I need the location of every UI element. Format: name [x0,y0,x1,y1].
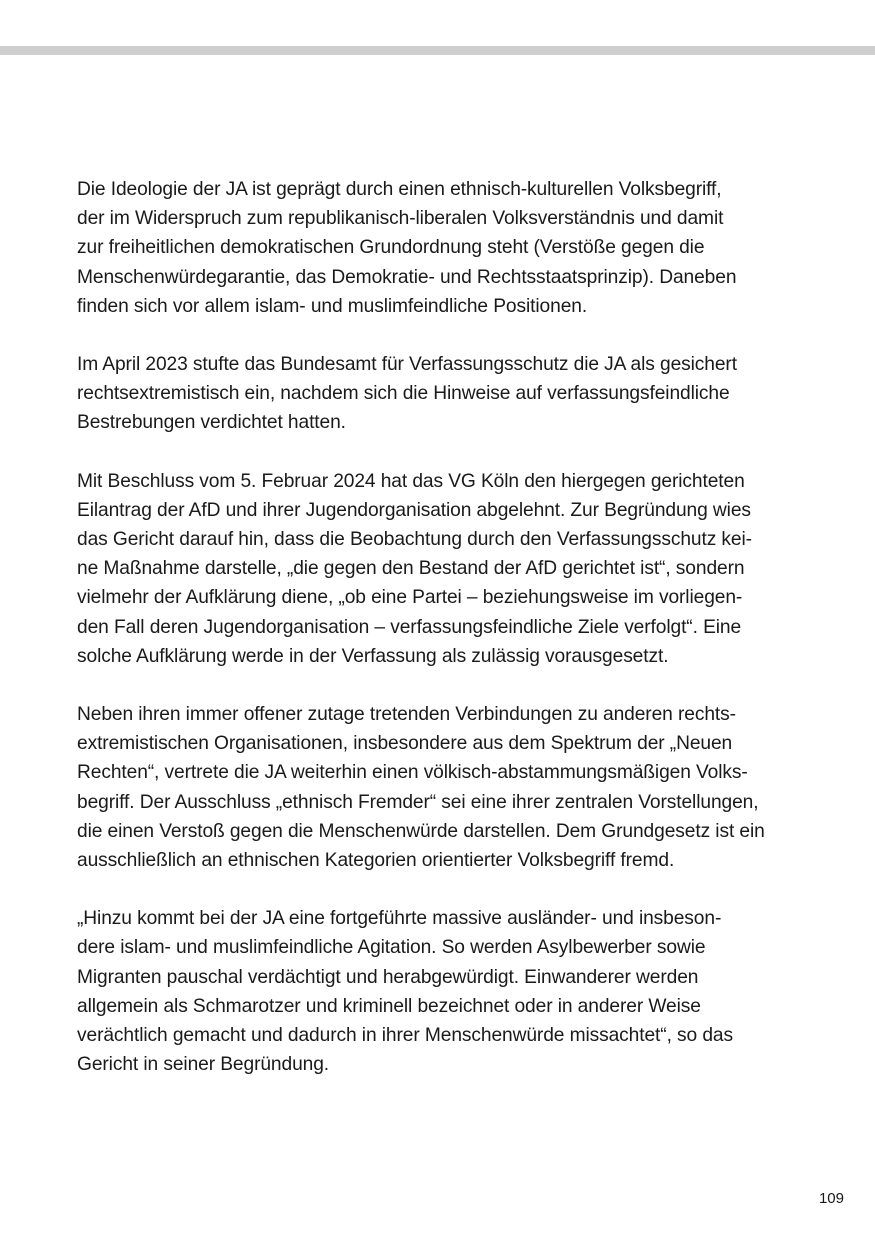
text-line: den Fall deren Jugendorganisation – verfassungsfeindliche Ziele verfolgt“. Eine [77,616,742,638]
text-line: allgemein als Schmarotzer und kriminell bezeichnet oder in anderer Weise [77,995,701,1017]
text-line: ne Maßnahme darstelle, „die gegen den Bestand der AfD gerichtet ist“, sondern [77,558,745,580]
text-line: vielmehr der Aufklärung diene, „ob eine Partei – beziehungsweise im vorliegen- [77,587,743,609]
paragraph [77,700,807,875]
paragraph [77,350,807,438]
text-line: Mit Beschluss vom 5. Februar 2024 hat das VG Köln den hiergegen gerichteten [77,470,745,492]
paragraph [77,904,807,1079]
paragraph [77,467,807,671]
text-line: der im Widerspruch zum republikanisch-liberalen Volksverständnis und damit [77,208,724,230]
text-line: dere islam- und muslimfeindliche Agitation. So werden Asylbewerber sowie [77,937,706,959]
text-line: begriff. Der Ausschluss „ethnisch Fremder“ sei eine ihrer zentralen Vorstellungen, [77,791,759,813]
text-line: „Hinzu kommt bei der JA eine fortgeführte massive ausländer- und insbeson- [77,908,722,930]
text-line: Migranten pauschal verdächtigt und herabgewürdigt. Einwanderer werden [77,966,699,988]
page-number: 109 [818,1190,844,1207]
text-line: solche Aufklärung werde in der Verfassung als zulässig vorausgesetzt. [77,645,669,667]
text-line: Gericht in seiner Begründung. [77,1054,330,1076]
text-line: Eilantrag der AfD und ihrer Jugendorganisation abgelehnt. Zur Begründung wies [77,499,751,521]
text-line: ausschließlich an ethnischen Kategorien orientierter Volksbegriff fremd. [77,850,675,872]
text-line: rechtsextremistisch ein, nachdem sich die Hinweise auf verfassungsfeindliche [77,383,730,405]
paragraph [77,175,807,321]
header-rule [0,46,875,55]
text-line: Im April 2023 stufte das Bundesamt für Verfassungsschutz die JA als gesichert [77,354,737,376]
text-line: Menschenwürdegarantie, das Demokratie- und Rechtsstaatsprinzip). Daneben [77,266,737,288]
text-line: zur freiheitlichen demokratischen Grundordnung steht (Verstöße gegen die [77,237,705,259]
text-line: Bestrebungen verdichtet hatten. [77,412,346,434]
text-line: Die Ideologie der JA ist geprägt durch einen ethnisch-kulturellen Volksbegriff, [77,179,722,200]
text-line: extremistischen Organisationen, insbesondere aus dem Spektrum der „Neuen [77,733,733,755]
text-line: das Gericht darauf hin, dass die Beobachtung durch den Verfassungsschutz kei- [77,529,752,551]
text-line: verächtlich gemacht und dadurch in ihrer Menschenwürde missachtet“, so das [77,1025,733,1047]
text-line: finden sich vor allem islam- und muslimfeindliche Positionen. [77,295,588,317]
document-body [77,175,807,1108]
text-line: Rechten“, vertrete die JA weiterhin einen völkisch-abstammungsmäßigen Volks- [77,762,748,784]
text-line: die einen Verstoß gegen die Menschenwürde darstellen. Dem Grundgesetz ist ein [77,820,765,842]
text-line: Neben ihren immer offener zutage tretenden Verbindungen zu anderen rechts- [77,704,736,726]
